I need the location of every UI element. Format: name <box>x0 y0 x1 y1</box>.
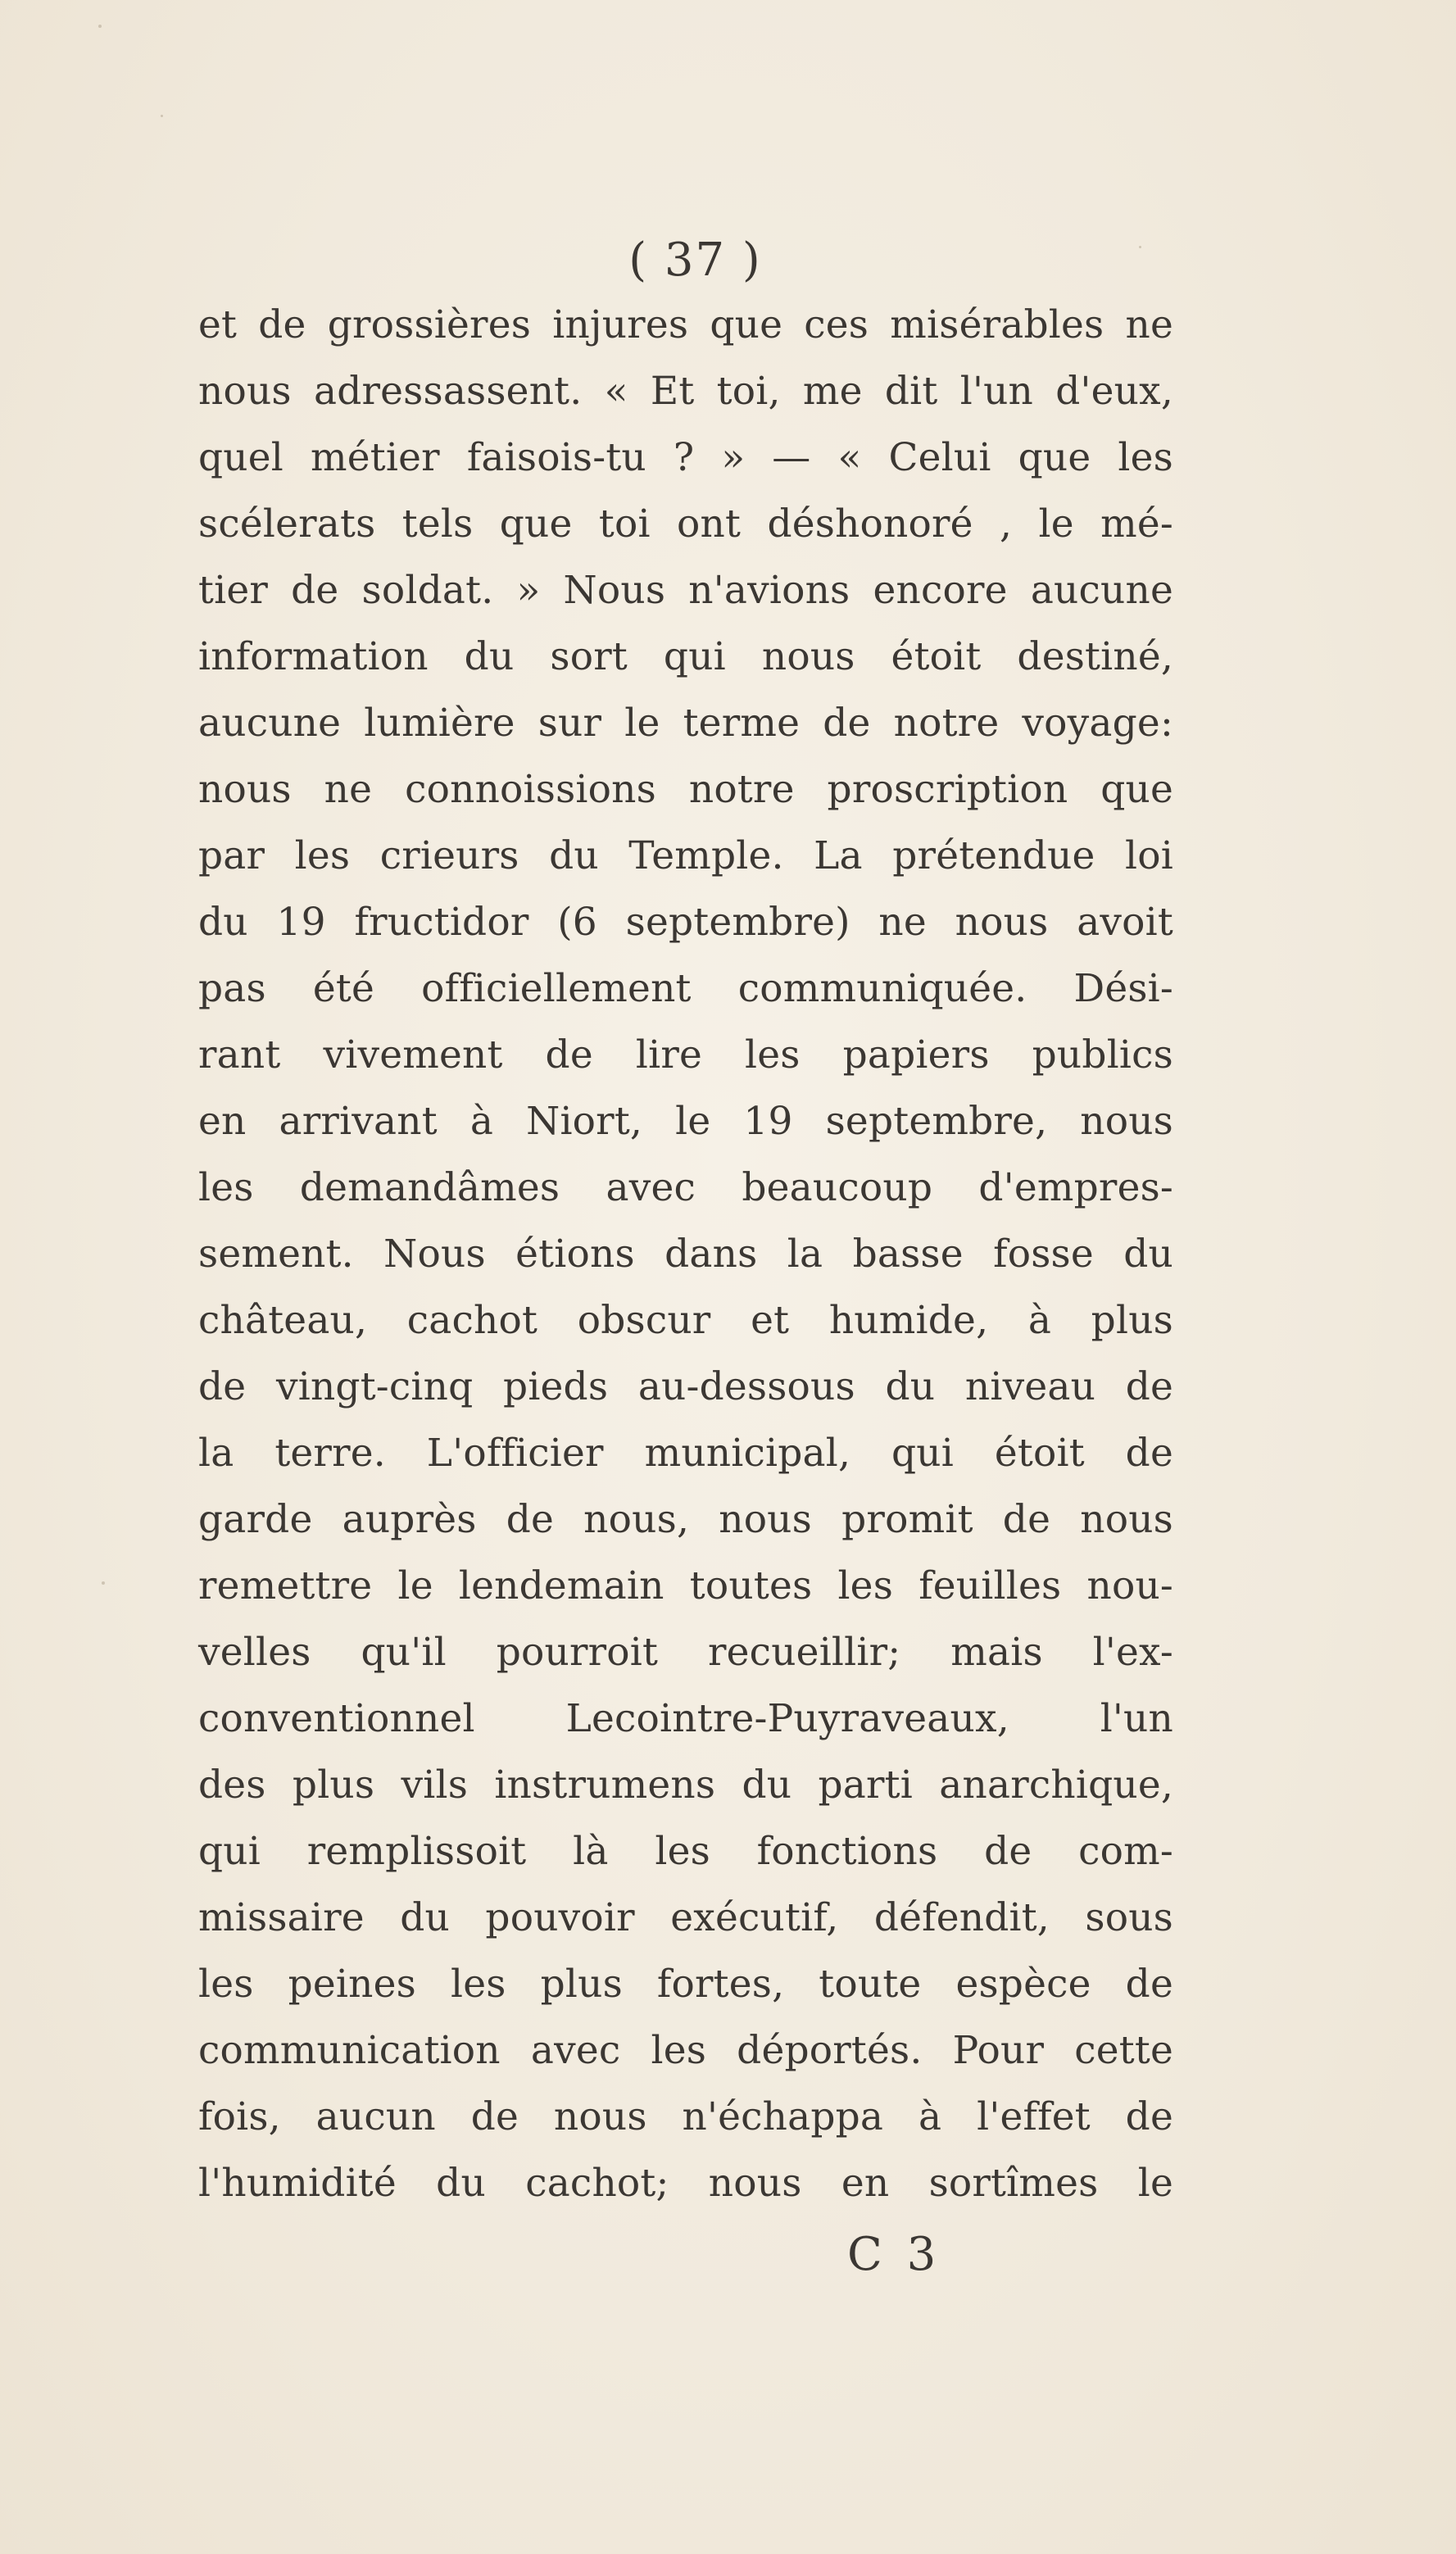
paper-speck <box>98 25 102 28</box>
text-line: nous ne connoissions notre proscription que <box>198 767 1173 812</box>
text-line: pas été officiellement communiquée. Dési- <box>198 966 1173 1011</box>
page-number: ( 37 ) <box>628 234 762 287</box>
text-line: velles qu'il pourroit recueillir; mais l'ex- <box>198 1630 1173 1675</box>
text-line: missaire du pouvoir exécutif, défendit, sous <box>198 1895 1173 1940</box>
text-line: information du sort qui nous étoit destiné, <box>198 634 1173 679</box>
paper-speck <box>161 115 163 117</box>
text-line: château, cachot obscur et humide, à plus <box>198 1298 1173 1343</box>
text-line: fois, aucun de nous n'échappa à l'effet de <box>198 2094 1173 2139</box>
text-line: conventionnel Lecointre-Puyraveaux, l'un <box>198 1696 1173 1741</box>
text-line: nous adressassent. « Et toi, me dit l'un d'eux, <box>198 369 1173 414</box>
text-line: des plus vils instrumens du parti anarchique, <box>198 1762 1173 1808</box>
text-line: les demandâmes avec beaucoup d'empres- <box>198 1165 1173 1210</box>
text-line: l'humidité du cachot; nous en sortîmes le <box>198 2161 1173 2206</box>
body-text <box>198 292 1173 2216</box>
paper-speck <box>102 1581 105 1585</box>
text-line: aucune lumière sur le terme de notre voyage: <box>198 701 1173 746</box>
text-line: la terre. L'officier municipal, qui étoit de <box>198 1431 1173 1476</box>
text-line: qui remplissoit là les fonctions de com- <box>198 1829 1173 1874</box>
text-line: du 19 fructidor (6 septembre) ne nous avoit <box>198 900 1173 945</box>
signature-mark: C 3 <box>847 2228 941 2281</box>
text-line: les peines les plus fortes, toute espèce de <box>198 1962 1173 2007</box>
text-line: et de grossières injures que ces misérables ne <box>198 302 1173 347</box>
text-line: par les crieurs du Temple. La prétendue loi <box>198 833 1173 878</box>
text-line: sement. Nous étions dans la basse fosse du <box>198 1232 1173 1277</box>
text-line: de vingt-cinq pieds au-dessous du niveau de <box>198 1364 1173 1409</box>
text-line: garde auprès de nous, nous promit de nous <box>198 1497 1173 1542</box>
text-line: communication avec les déportés. Pour cette <box>198 2028 1173 2073</box>
text-line: scélerats tels que toi ont déshonoré , le mé- <box>198 501 1173 547</box>
text-line: en arrivant à Niort, le 19 septembre, nous <box>198 1099 1173 1144</box>
text-line: quel métier faisois-tu ? » — « Celui que les <box>198 435 1173 480</box>
text-line: remettre le lendemain toutes les feuilles nou- <box>198 1563 1173 1608</box>
text-line: rant vivement de lire les papiers publics <box>198 1032 1173 1077</box>
text-line: tier de soldat. » Nous n'avions encore aucune <box>198 568 1173 613</box>
